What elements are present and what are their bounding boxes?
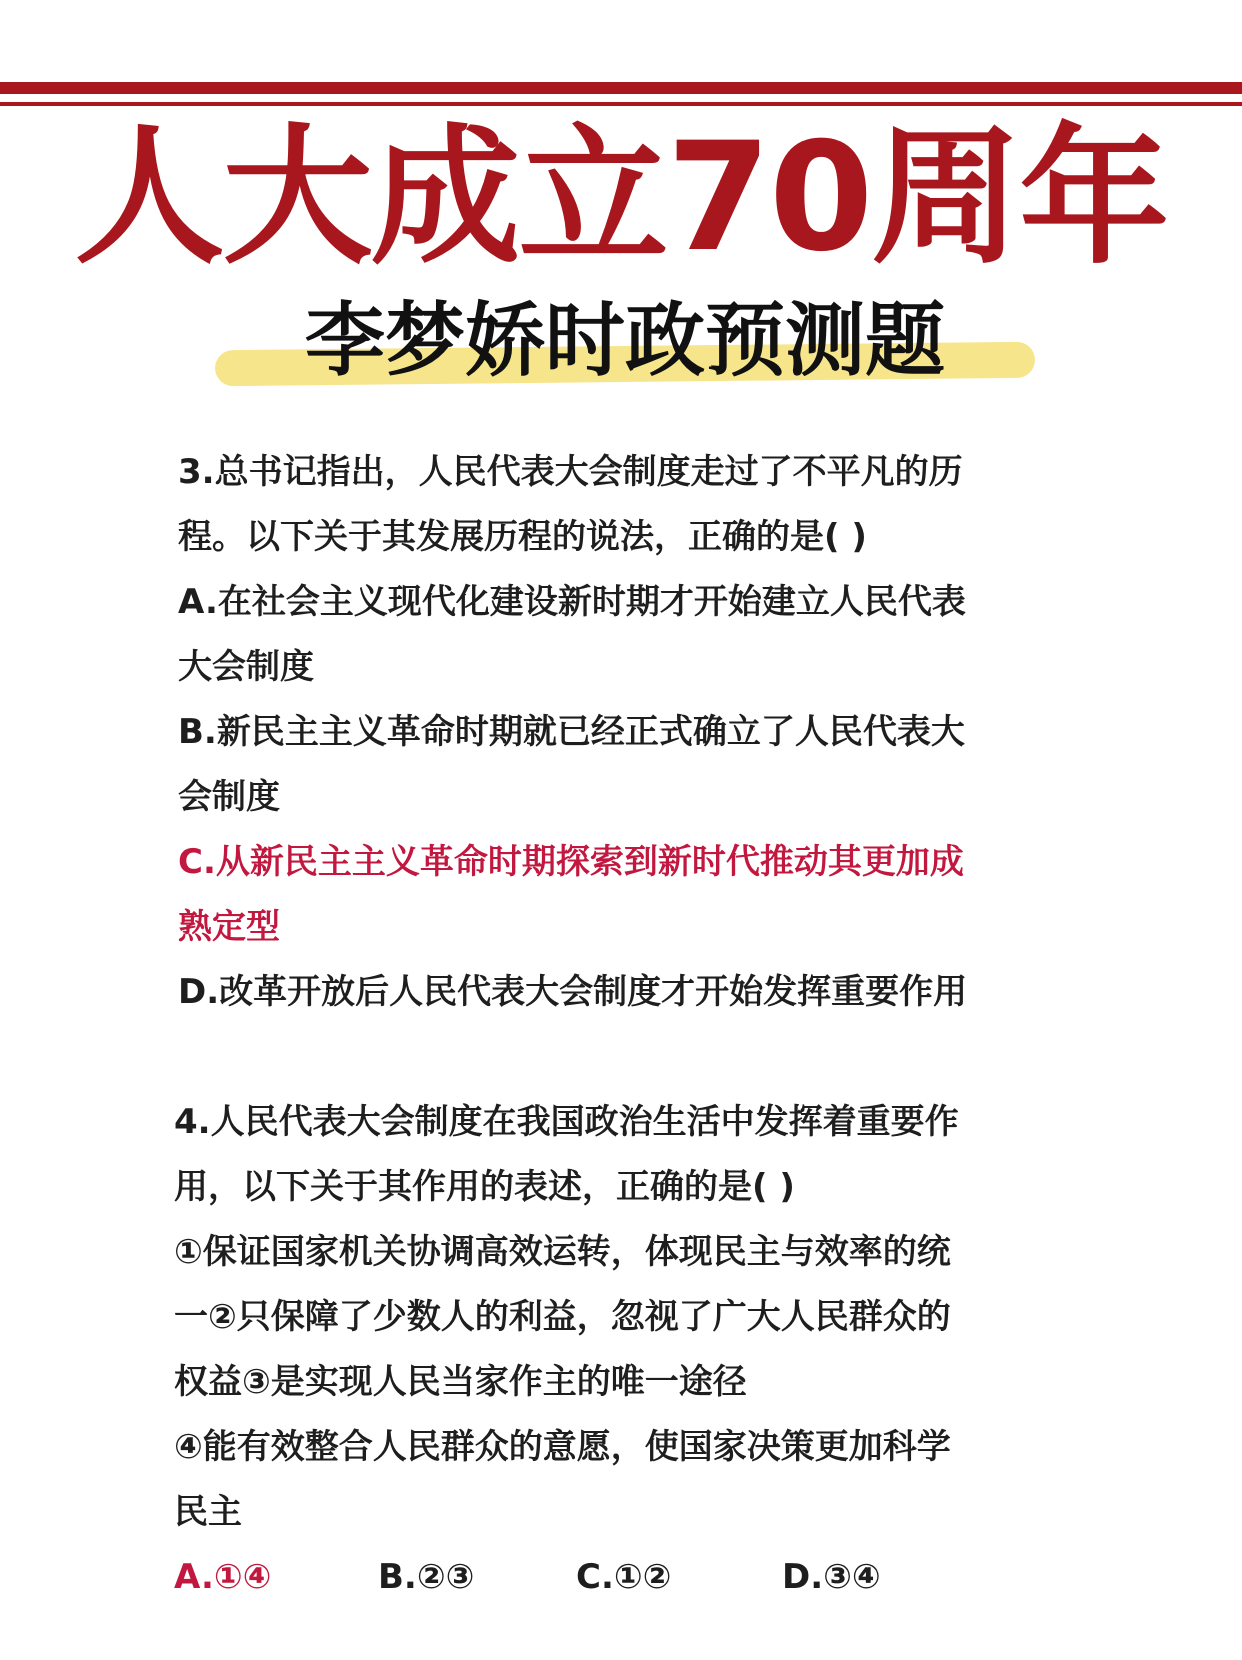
question-4 [174,1090,1074,1545]
question-3-stem-line: 3.总书记指出，人民代表大会制度走过了不平凡的历 [178,452,963,492]
question-3-option-b: 会制度 [178,777,280,817]
question-4-statement-line: 权益③是实现人民当家作主的唯一途径 [174,1362,747,1402]
question-4-stem-line: 4.人民代表大会制度在我国政治生活中发挥着重要作 [174,1102,959,1142]
answer-option-c: C.①② [576,1557,672,1597]
question-4-stem-line: 用，以下关于其作用的表述，正确的是( ) [174,1167,795,1207]
page-subtitle: 李梦娇时政预测题 [305,293,945,387]
question-3-option-b: B.新民主主义革命时期就已经正式确立了人民代表大 [178,712,965,752]
question-4-statement-line: 一②只保障了少数人的利益，忽视了广大人民群众的 [174,1297,951,1337]
question-3-stem-line: 程。以下关于其发展历程的说法，正确的是( ) [178,517,867,557]
question-4-statement-line: 民主 [174,1492,242,1532]
answer-option-a-correct: A.①④ [174,1557,272,1597]
page-title: 人大成立70周年 [74,111,1168,285]
question-4-statement-line: ④能有效整合人民群众的意愿，使国家决策更加科学 [174,1427,951,1467]
question-4-answers [174,1545,1074,1610]
question-3-option-c-correct: C.从新民主主义革命时期探索到新时代推动其更加成 [178,842,964,882]
question-3 [178,440,1078,1025]
top-rule-thin [0,102,1242,106]
question-3-option-a: A.在社会主义现代化建设新时期才开始建立人民代表 [178,582,966,622]
top-rule-thick [0,82,1242,94]
question-3-option-d: D.改革开放后人民代表大会制度才开始发挥重要作用 [178,972,968,1012]
answer-option-d: D.③④ [782,1557,881,1597]
answer-option-b: B.②③ [378,1557,475,1597]
subtitle-block [215,292,1035,392]
question-3-option-a: 大会制度 [178,647,314,687]
question-3-option-c-correct: 熟定型 [178,907,280,947]
question-4-statement-line: ①保证国家机关协调高效运转，体现民主与效率的统 [174,1232,951,1272]
